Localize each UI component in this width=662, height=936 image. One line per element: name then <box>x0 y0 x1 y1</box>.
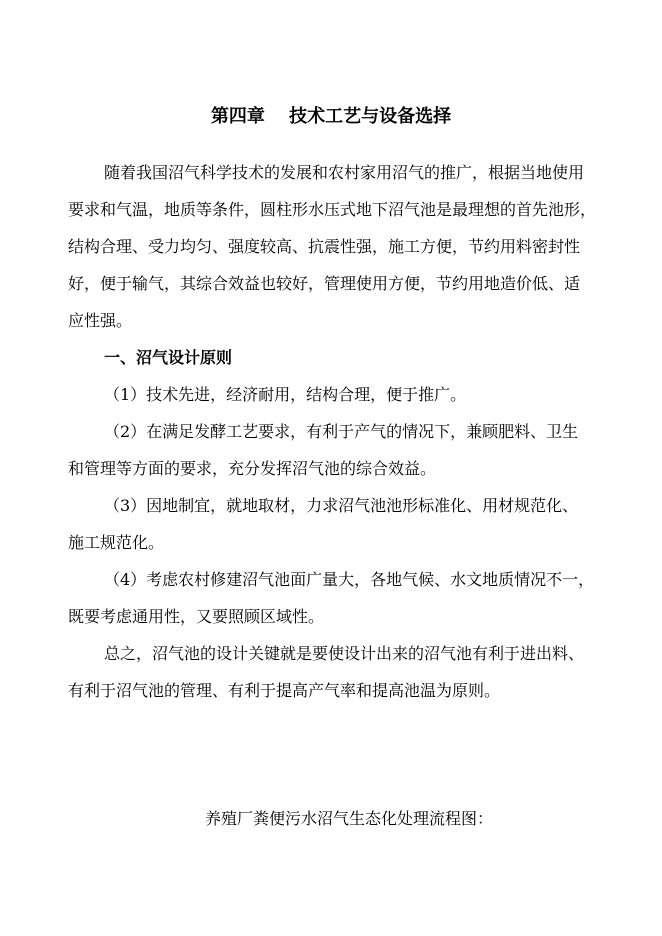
intro-paragraph <box>68 154 598 339</box>
principle-item-3 <box>68 487 598 561</box>
document-body <box>68 154 598 709</box>
paragraph-line: 应性强。 <box>68 311 133 330</box>
paragraph-line: 和管理等方面的要求，充分发挥沼气池的综合效益。 <box>68 459 437 478</box>
paragraph-line: 施工规范化。 <box>68 533 165 552</box>
paragraph-line: 有利于沼气池的管理、有利于提高产气率和提高池温为原则。 <box>68 681 501 700</box>
paragraph-line: 随着我国沼气科学技术的发展和农村家用沼气的推广，根据当地使用 <box>104 163 585 182</box>
summary-paragraph <box>68 635 598 709</box>
paragraph-line: 既要考虑通用性，又要照顾区域性。 <box>68 607 325 626</box>
paragraph-line: 要求和气温，地质等条件，圆柱形水压式地下沼气池是最理想的首先池形， <box>68 200 597 219</box>
paragraph-line: 总之，沼气池的设计关键就是要使设计出来的沼气池有利于进出料、 <box>104 644 585 663</box>
paragraph-line: 好，便于输气，其综合效益也较好，管理使用方便，节约用地造价低、适 <box>68 274 581 293</box>
paragraph-line: （4）考虑农村修建沼气池面广量大，各地气候、水文地质情况不一， <box>104 570 595 589</box>
figure-caption: 养殖厂粪便污水沼气生态化处理流程图： <box>205 809 494 828</box>
paragraph-line: 结构合理、受力均匀、强度较高、抗震性强，施工方便，节约用料密封性 <box>68 237 581 256</box>
paragraph-line: （3）因地制宜，就地取材，力求沼气池池形标准化、用材规范化、 <box>104 496 579 515</box>
chapter-title: 第四章 技术工艺与设备选择 <box>210 106 452 127</box>
principle-item-4 <box>68 561 598 635</box>
paragraph-line: （2）在满足发酵工艺要求，有利于产气的情况下，兼顾肥料、卫生 <box>104 422 579 441</box>
section-heading: 一、沼气设计原则 <box>104 348 233 367</box>
paragraph-line: （1）技术先进，经济耐用，结构合理，便于推广。 <box>104 385 467 404</box>
principle-item-1 <box>68 376 598 413</box>
principle-item-2 <box>68 413 598 487</box>
